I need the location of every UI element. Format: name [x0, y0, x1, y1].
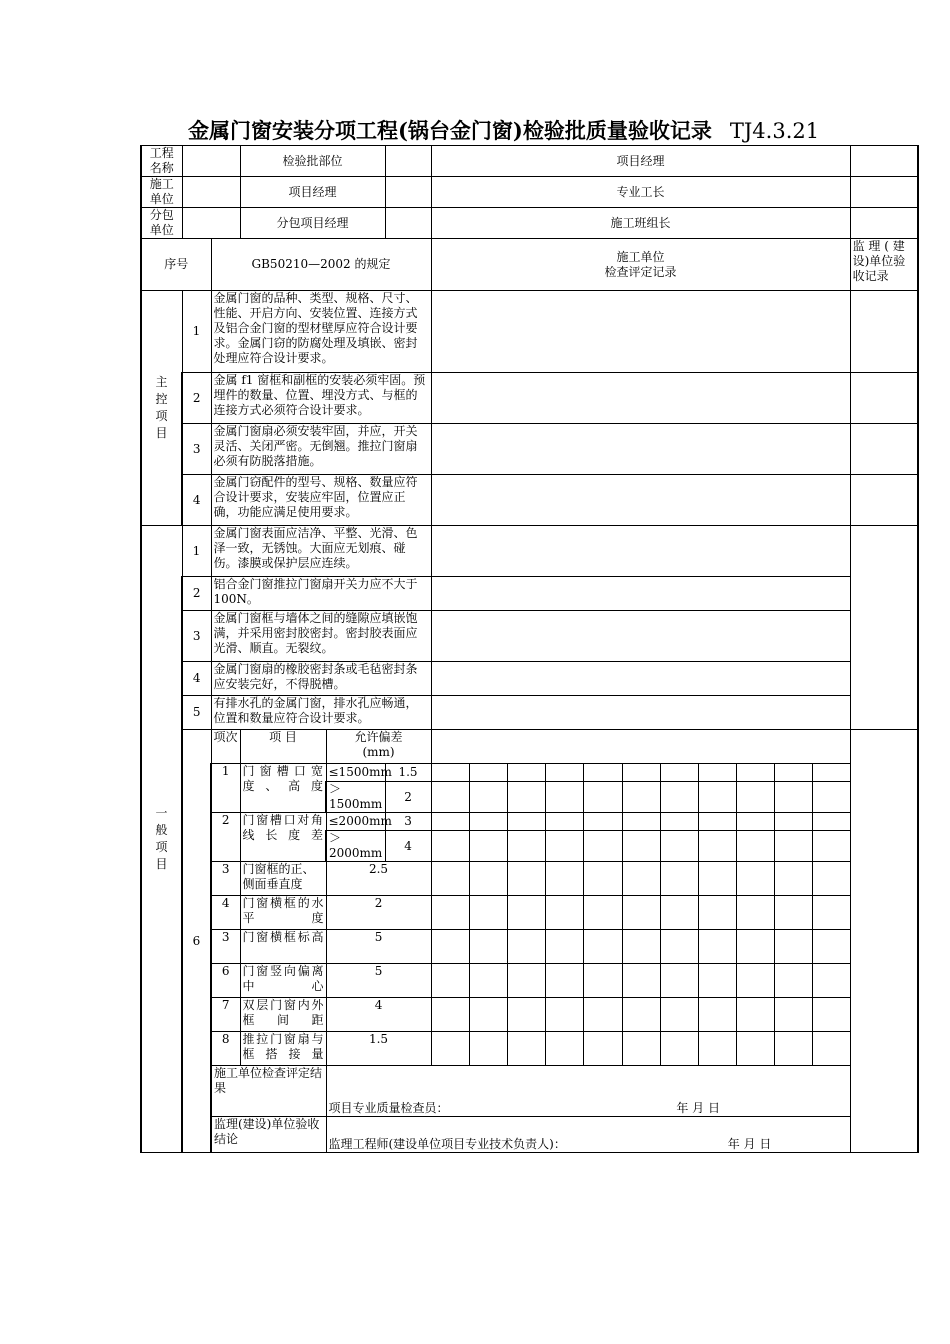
sub-row-value: 3 [385, 813, 431, 831]
measure-cell[interactable] [507, 896, 545, 930]
measure-cell[interactable] [431, 964, 469, 998]
sub-row-no: 1 [211, 764, 240, 813]
general-item-no: 5 [182, 696, 211, 730]
sub-row-cond: ＞1500mm [326, 782, 385, 813]
measure-cell[interactable] [507, 782, 545, 813]
measure-cell[interactable] [774, 831, 812, 862]
manager-label: 项目经理 [240, 177, 385, 208]
measure-cell[interactable] [698, 998, 736, 1032]
sub-row-cond: ＞2000mm [326, 831, 385, 862]
main-item-no: 2 [182, 373, 211, 424]
sub-row-value: 4 [326, 998, 431, 1032]
measure-cell[interactable] [774, 964, 812, 998]
sub-seq-header: 项次 [211, 730, 240, 764]
measure-cell[interactable] [622, 764, 660, 782]
main-item-text: 金属 f1 窗框和副框的安装必须牢固。预埋件的数量、位置、埋没方式、与框的连接方式必须符合设计要求。 [211, 373, 431, 424]
general-item-no: 4 [182, 662, 211, 696]
measure-cell[interactable] [774, 998, 812, 1032]
engineer-label: 监理工程师(建设单位项目专业技术负责人)： [328, 1137, 566, 1151]
main-section-label: 主 控 项 目 [141, 291, 182, 526]
check-result-area[interactable] [326, 1066, 918, 1117]
measure-cell[interactable] [545, 862, 583, 896]
sub-row-value: 1.5 [385, 764, 431, 782]
measure-cell[interactable] [622, 813, 660, 831]
measure-cell[interactable] [774, 764, 812, 782]
measure-cell[interactable] [774, 782, 812, 813]
measure-cell[interactable] [736, 831, 774, 862]
main-item-no: 4 [182, 475, 211, 526]
subcontractor-label: 分包单位 [141, 208, 182, 239]
measure-cell[interactable] [469, 964, 507, 998]
general-item-supervise[interactable] [850, 526, 918, 730]
sub-row-value: 1.5 [326, 1032, 431, 1066]
sub-row-no: 2 [211, 813, 240, 862]
measure-cell[interactable] [583, 813, 622, 831]
measure-cell[interactable] [812, 930, 850, 964]
subcontractor-value[interactable] [182, 208, 240, 239]
main-item-supervise[interactable] [850, 475, 918, 526]
measure-cell[interactable] [660, 862, 698, 896]
sub-row-no: 8 [211, 1032, 240, 1066]
main-item-check[interactable] [431, 291, 850, 373]
measure-cell[interactable] [736, 813, 774, 831]
measure-cell[interactable] [622, 964, 660, 998]
sub-row-value: 2 [385, 782, 431, 813]
main-item-supervise[interactable] [850, 373, 918, 424]
check-header-line1: 施工单位 [616, 249, 665, 264]
general-item-text: 金属门窗框与墙体之间的缝隙应填嵌饱满，并采用密封胶密封。密封胶表面应光滑、顺直。无裂纹。 [211, 611, 431, 662]
measure-cell[interactable] [660, 1032, 698, 1066]
measure-cell[interactable] [812, 1032, 850, 1066]
measure-cell[interactable] [469, 764, 507, 782]
sub-tolerance-header: 允许偏差 (mm) [326, 730, 431, 764]
batch-part-label: 检验批部位 [240, 146, 385, 177]
check-result-label: 施工单位检查评定结果 [211, 1066, 326, 1117]
batch-part-value[interactable] [385, 146, 431, 177]
measure-cell[interactable] [622, 782, 660, 813]
measure-cell[interactable] [469, 862, 507, 896]
measure-cell[interactable] [698, 964, 736, 998]
measure-cell[interactable] [583, 831, 622, 862]
measure-cell[interactable] [622, 1032, 660, 1066]
measure-cell[interactable] [583, 964, 622, 998]
sub-row-name: 推拉门窗扇与框搭接量 [240, 1032, 326, 1066]
project-manager-value[interactable] [850, 146, 918, 177]
general-item-check[interactable] [431, 611, 850, 662]
measure-cell[interactable] [698, 764, 736, 782]
main-item-check[interactable] [431, 475, 850, 526]
manager-value[interactable] [385, 177, 431, 208]
measure-cell[interactable] [622, 896, 660, 930]
measure-cell[interactable] [545, 764, 583, 782]
measure-cell[interactable] [736, 964, 774, 998]
title-text: 金属门窗安装分项工程(锅台金门窗)检验批质量验收记录 [188, 118, 712, 143]
sub-row-cond: ≤1500mm [326, 764, 385, 782]
measure-cell[interactable] [812, 831, 850, 862]
measure-cell[interactable] [583, 998, 622, 1032]
supervise-result-area[interactable] [326, 1117, 918, 1153]
measure-cell[interactable] [812, 764, 850, 782]
measure-cell[interactable] [469, 1032, 507, 1066]
measure-cell[interactable] [774, 930, 812, 964]
measure-cell[interactable] [431, 1032, 469, 1066]
measure-cell[interactable] [812, 862, 850, 896]
check-header-line2: 检查评定记录 [604, 264, 677, 279]
main-item-supervise[interactable] [850, 291, 918, 373]
measure-cell[interactable] [660, 998, 698, 1032]
measure-cell[interactable] [774, 1032, 812, 1066]
main-item-check[interactable] [431, 373, 850, 424]
project-manager-label: 项目经理 [431, 146, 850, 177]
main-item-no: 1 [182, 291, 211, 373]
measure-cell[interactable] [698, 930, 736, 964]
general-item-no: 6 [182, 730, 211, 1153]
measure-cell[interactable] [545, 831, 583, 862]
measure-cell[interactable] [507, 964, 545, 998]
measure-cell[interactable] [660, 764, 698, 782]
measure-cell[interactable] [507, 1032, 545, 1066]
sub-row-no: 3 [211, 930, 240, 964]
measure-cell[interactable] [469, 930, 507, 964]
measure-cell[interactable] [469, 813, 507, 831]
measure-cell[interactable] [545, 896, 583, 930]
measure-cell[interactable] [660, 930, 698, 964]
main-item-text: 金属门窗扇必须安装牢固，并应，开关灵活、关闭严密。无倒翘。推拉门窗扇必须有防脱落措施。 [211, 424, 431, 475]
measure-cell[interactable] [431, 998, 469, 1032]
general-item-text: 金属门窗表面应洁净、平整、光滑、色泽一致，无锈蚀。大面应无划痕、碰伤。漆膜或保护层应连续。 [211, 526, 431, 577]
measure-cell[interactable] [698, 1032, 736, 1066]
sub-row-no: 7 [211, 998, 240, 1032]
measure-cell[interactable] [507, 831, 545, 862]
measure-cell[interactable] [431, 764, 469, 782]
constructor-value[interactable] [182, 177, 240, 208]
sub-row-value: 5 [326, 930, 431, 964]
sub-row-name: 双层门窗内外框间距 [240, 998, 326, 1032]
sub-item-header: 项 目 [240, 730, 326, 764]
sub-row-name: 门窗框的正、侧面垂直度 [240, 862, 326, 896]
sub-row-no: 4 [211, 896, 240, 930]
measure-cell[interactable] [507, 862, 545, 896]
sub-row-no: 3 [211, 862, 240, 896]
general-item-no: 3 [182, 611, 211, 662]
sub-manager-label: 分包项目经理 [240, 208, 385, 239]
measure-cell[interactable] [545, 930, 583, 964]
main-item-check[interactable] [431, 424, 850, 475]
supervise-header: 监 理 ( 建 设)单位验收记录 [850, 239, 918, 291]
sub-row-cond: ≤2000mm [326, 813, 385, 831]
general-item-check[interactable] [431, 696, 850, 730]
measure-cell[interactable] [545, 1032, 583, 1066]
general-item-no: 2 [182, 577, 211, 611]
measure-cell[interactable] [698, 831, 736, 862]
measure-cell[interactable] [545, 998, 583, 1032]
measure-cell[interactable] [431, 831, 469, 862]
measure-cell[interactable] [736, 782, 774, 813]
general-section-label: 一 般 项 目 [141, 526, 182, 1153]
main-item-no: 3 [182, 424, 211, 475]
measure-cell[interactable] [507, 764, 545, 782]
main-item-text: 金属门窗的品种、类型、规格、尺寸、性能、开启方向、安装位置、连接方式及铝合金门窗的型材壁厚应符合设计要求。金属门窃的防腐处理及填嵌、密封处理应符合设计要求。 [211, 291, 431, 373]
measure-cell[interactable] [583, 896, 622, 930]
measure-cell[interactable] [469, 896, 507, 930]
measure-cell[interactable] [545, 964, 583, 998]
general-item-text: 铝合金门窗推拉门窗扇开关力应不大于 100N。 [211, 577, 431, 611]
measure-cell[interactable] [469, 782, 507, 813]
sub-row-name: 门窗槽口对角线长度差 [240, 813, 326, 862]
measure-cell[interactable] [431, 930, 469, 964]
sub-row-no: 6 [211, 964, 240, 998]
sub-row-name: 门窗竖向偏离中心 [240, 964, 326, 998]
measure-cell[interactable] [812, 964, 850, 998]
measure-cell[interactable] [698, 862, 736, 896]
general-item-no: 1 [182, 526, 211, 577]
inspection-form [140, 145, 919, 1153]
sub-row-value: 4 [385, 831, 431, 862]
sub-manager-value[interactable] [385, 208, 431, 239]
project-name-label: 工程名称 [141, 146, 182, 177]
seq-header: 序号 [141, 239, 211, 291]
general-item-check[interactable] [431, 526, 850, 577]
measure-cell[interactable] [698, 813, 736, 831]
measure-cell[interactable] [698, 896, 736, 930]
sub-row-value: 2.5 [326, 862, 431, 896]
sub-row-name: 门窗横框的水平度 [240, 896, 326, 930]
measure-cell[interactable] [583, 1032, 622, 1066]
measure-cell[interactable] [736, 1032, 774, 1066]
measure-cell[interactable] [507, 930, 545, 964]
team-leader-value[interactable] [850, 208, 918, 239]
measure-cell[interactable] [812, 896, 850, 930]
measure-cell[interactable] [774, 813, 812, 831]
measure-cell[interactable] [545, 782, 583, 813]
measure-cell[interactable] [431, 782, 469, 813]
date-label: 年 月 日 [727, 1137, 772, 1151]
measure-cell[interactable] [660, 831, 698, 862]
measure-cell[interactable] [583, 764, 622, 782]
main-item-text: 金属门窃配件的型号、规格、数量应符合设计要求，安装应牢固，位置应正确，功能应满足使用要求。 [211, 475, 431, 526]
constructor-label: 施工单位 [141, 177, 182, 208]
measure-cell[interactable] [507, 998, 545, 1032]
date-label: 年 月 日 [676, 1101, 720, 1115]
measure-cell[interactable] [622, 862, 660, 896]
sub-row-name: 门窗横框标高 [240, 930, 326, 964]
sub-check-header [431, 730, 850, 764]
general-item-check[interactable] [431, 662, 850, 696]
supervise-result-label: 监理(建设)单位验收结论 [211, 1117, 326, 1153]
measure-cell[interactable] [431, 813, 469, 831]
general-item-text: 有排水孔的金属门窗，排水孔应畅通，位置和数量应符合设计要求。 [211, 696, 431, 730]
measure-cell[interactable] [812, 998, 850, 1032]
measure-cell[interactable] [469, 998, 507, 1032]
measure-cell[interactable] [736, 998, 774, 1032]
measure-cell[interactable] [660, 896, 698, 930]
general-item-check[interactable] [431, 577, 850, 611]
sub-row-value: 2 [326, 896, 431, 930]
foreman-value[interactable] [850, 177, 918, 208]
form-code: TJ4.3.21 [729, 119, 820, 143]
project-name-value[interactable] [182, 146, 240, 177]
measure-cell[interactable] [736, 896, 774, 930]
measure-cell[interactable] [812, 782, 850, 813]
inspector-label: 项目专业质量检查员： [328, 1101, 449, 1115]
measure-cell[interactable] [545, 813, 583, 831]
measure-cell[interactable] [469, 831, 507, 862]
measure-cell[interactable] [774, 896, 812, 930]
measure-cell[interactable] [622, 930, 660, 964]
foreman-label: 专业工长 [431, 177, 850, 208]
sub-row-name: 门窗槽口宽度、高度 [240, 764, 326, 813]
measure-cell[interactable] [583, 782, 622, 813]
sub-row-value: 5 [326, 964, 431, 998]
measure-cell[interactable] [583, 930, 622, 964]
measure-cell[interactable] [660, 813, 698, 831]
measure-cell[interactable] [431, 862, 469, 896]
measure-cell[interactable] [736, 862, 774, 896]
measure-cell[interactable] [736, 930, 774, 964]
measure-cell[interactable] [774, 862, 812, 896]
check-header [431, 239, 850, 291]
measure-cell[interactable] [622, 831, 660, 862]
spec-header: GB50210—2002 的规定 [211, 239, 431, 291]
measure-cell[interactable] [431, 896, 469, 930]
measure-cell[interactable] [698, 782, 736, 813]
measure-cell[interactable] [507, 813, 545, 831]
team-leader-label: 施工班组长 [431, 208, 850, 239]
measure-cell[interactable] [736, 764, 774, 782]
main-item-supervise[interactable] [850, 424, 918, 475]
measure-cell[interactable] [660, 782, 698, 813]
measure-cell[interactable] [583, 862, 622, 896]
measure-cell[interactable] [622, 998, 660, 1032]
measure-cell[interactable] [812, 813, 850, 831]
measure-cell[interactable] [660, 964, 698, 998]
general-item-text: 金属门窗扇的橡胶密封条或毛毡密封条应安装完好，不得脱槽。 [211, 662, 431, 696]
